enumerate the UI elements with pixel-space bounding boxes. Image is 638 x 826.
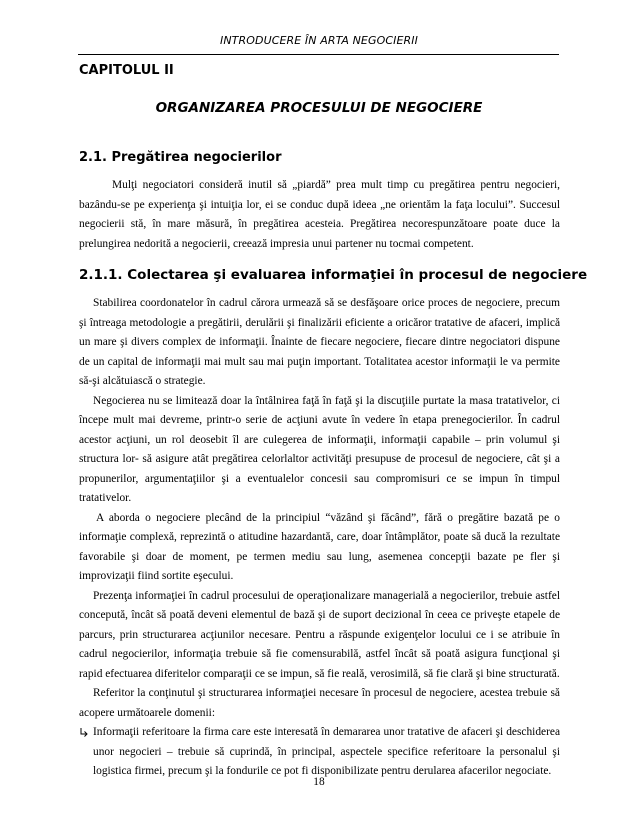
paragraph: Prezenţa informaţiei în cadrul procesului de operaţionalizare managerială a negocierilor, trebuie astfel concepută, încât să poată deveni elementul de bază şi de suport decizional în ceea ce priveşte etapele de parcurs, prin structurarea acţiunilor necesare. Pentru a răspunde exigenţelor locului ce i se atribuie în cadrul negocierilor, informaţia trebuie să fie comensurabilă, astfel încât să poată asigura funcţional şi rapid efectuarea diferitelor comparaţii ce se impun, să fie reală, verosimilă, să fie clară şi bine structurată. xyxy=(79,589,560,680)
paragraph: Referitor la conţinutul şi structurarea informaţiei necesare în procesul de negociere, acestea trebuie să acopere următoarele domenii: xyxy=(79,687,560,719)
header-rule xyxy=(78,54,559,55)
paragraph: Negocierea nu se limitează doar la întâlnirea faţă în faţă şi la discuţiile purtate la masa tratativelor, ci începe mult mai devreme, printr-o serie de acţiuni avute în vedere în etapa prenegocierilor. În cadrul acestor acţiuni, un rol deosebit îl are culegerea de informaţii, informaţii capabile – prin volumul şi structura lor- să asigure atât pregătirea celorlaltor activităţi presupuse de procesul de negociere, cât şi a propunerilor, argumentaţiilor şi a eventualelor concesii sau compromisuri ce se impun în timpul tratativelor. xyxy=(79,394,560,504)
chapter-title: ORGANIZAREA PROCESULUI DE NEGOCIERE xyxy=(155,100,483,116)
paragraph: A aborda o negociere plecând de la principiul “văzând şi făcând”, fără o pregătire bazată pe o informaţie complexă, reprezintă o atitudine hazardantă, care, doar întâmplător, poate să ducă la rezultate favorabile şi doar de moment, pe termen mediu sau lung, asemenea concepţii bazate pe fler şi improvizaţii fiind sortite eşecului. xyxy=(79,511,560,582)
section-2-1-1-body xyxy=(79,294,560,782)
list-item-text: Informaţii referitoare la firma care este interesată în demararea unor tratative de afaceri şi deschiderea unor negocieri – trebuie să cuprindă, în principal, aspectele specifice referitoare la personalul şi logistica firmei, precum şi la fondurile ce pot fi disponibilizate pentru derularea afacerilor negociate. xyxy=(93,726,560,777)
paragraph: Stabilirea coordonatelor în cadrul cărora urmează să se desfăşoare orice proces de negociere, precum şi întreaga metodologie a pregătirii, derulării şi finalizării eficiente a oricăror tratative de afaceri, implică un mare şi divers complex de informaţii. Înainte de fiecare negociere, fiecare dintre negociatori dispune de un capital de informaţii mai mult sau mai puţin important. Totalitatea acestor informaţii le va permite să-şi alcătuiască o strategie. xyxy=(79,297,560,387)
section-heading-2-1: 2.1. Pregătirea negocierilor xyxy=(79,150,282,165)
running-header: INTRODUCERE ÎN ARTA NEGOCIERII xyxy=(220,34,418,47)
section-2-1-body xyxy=(79,176,560,254)
page-number: 18 xyxy=(313,776,325,788)
paragraph: Mulţi negociatori consideră inutil să „piardă” prea mult timp cu pregătirea pentru negocieri, bazându-se pe experienţa şi intuiţia lor, ei se conduc după ideea „ne orientăm la faţa locului”. Succesul negocierii stă, în mare măsură, în pregătirea acesteia. Pregătirea necorespunzătoare poate duce la prelungirea nedorită a negocierii, creează impresia unui partener nu tocmai competent. xyxy=(79,179,560,250)
list-item xyxy=(79,723,560,782)
chapter-label: CAPITOLUL II xyxy=(79,63,174,78)
section-heading-2-1-1: 2.1.1. Colectarea şi evaluarea informaţiei în procesul de negociere xyxy=(79,267,588,283)
arrow-bullet-icon xyxy=(79,723,93,746)
